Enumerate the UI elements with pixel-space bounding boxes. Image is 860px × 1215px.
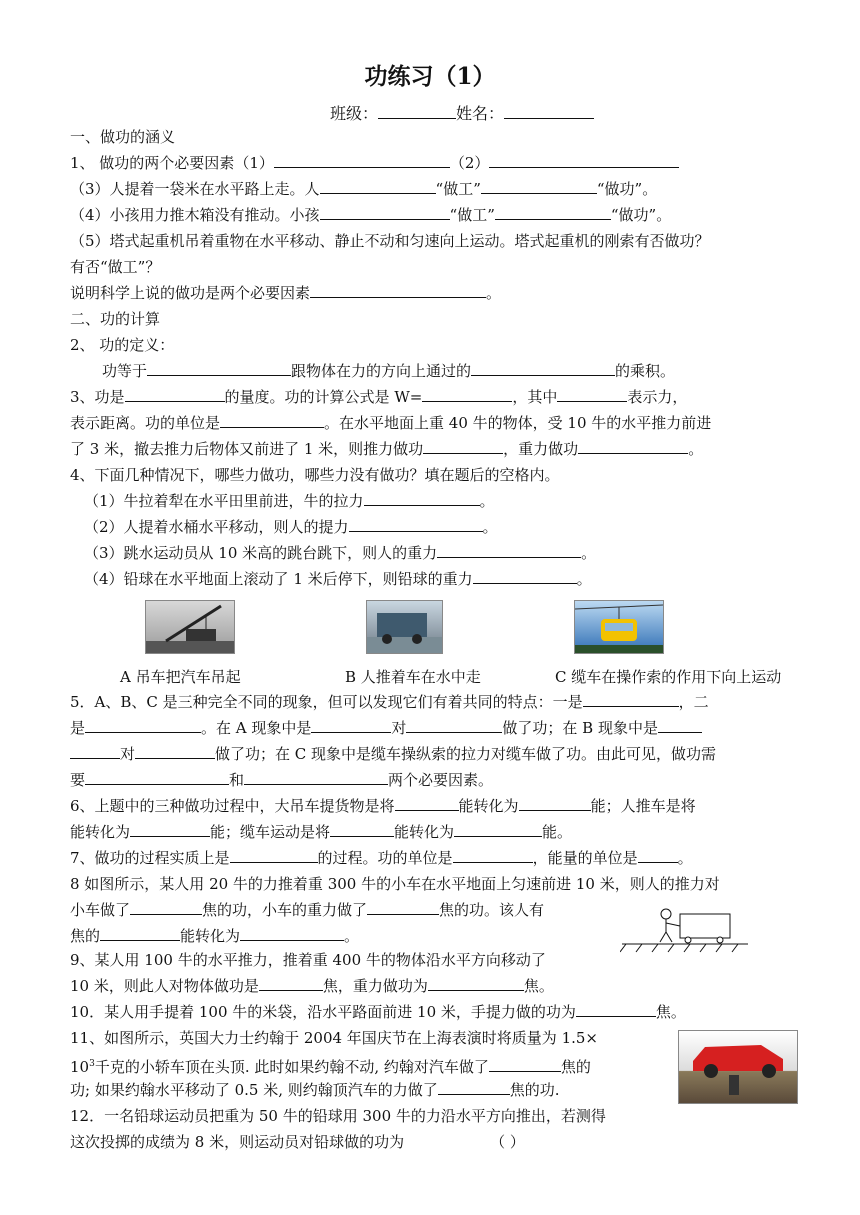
class-name-line (330, 101, 594, 124)
q11-line-3: 功; 如果约翰水平移动了 0.5 米, 则约翰顶汽车的力做了 焦的功. (70, 1081, 560, 1099)
blank[interactable] (85, 718, 201, 733)
q4-4-line: （4）铅球在水平地面上滚动了 1 米后停下，则铅球的重力 。 (84, 570, 592, 588)
blank[interactable] (423, 439, 503, 454)
blank[interactable] (330, 822, 394, 837)
q3-line-2: 表示距离。功的单位是 。在水平地面上重 40 牛的物体，受 10 牛的水平推力前进 (70, 414, 712, 432)
q4-1-line: （1）牛拉着犁在水平田里前进，牛的拉力 。 (84, 492, 495, 510)
class-label: 班级： (330, 104, 379, 123)
blank[interactable] (259, 976, 323, 991)
q8-line-2: 小车做了 焦的功，小车的重力做了 焦的功。该人有 (70, 901, 545, 919)
strongman-lifting-car-image (678, 1030, 798, 1104)
q4-2-line: （2）人提着水桶水平移动，则人的提力 。 (84, 518, 498, 536)
blank[interactable] (311, 718, 391, 733)
q12-line-2: 这次投掷的成绩为 8 米，则运动员对铅球做的功为 （ ） (70, 1133, 525, 1151)
crane-lifting-car-image (146, 601, 234, 653)
caption-a: A 吊车把汽车吊起 (120, 668, 241, 686)
blank[interactable] (583, 692, 679, 707)
blank[interactable] (471, 361, 615, 376)
blank[interactable] (453, 848, 533, 863)
q11-line-1: 11、如图所示，英国大力士约翰于 2004 年国庆节在上海表演时将质量为 1.5× (70, 1029, 598, 1047)
q6-line-1: 6、上题中的三种做功过程中，大吊车提货物是将 能转化为 能；人推车是将 (70, 797, 696, 815)
q9-line-2: 10 米，则此人对物体做功是 焦，重力做功为 焦。 (70, 977, 554, 995)
q1-line: 1、 做功的两个必要因素（1） （2） (70, 153, 679, 173)
q1-summary-line: 说明科学上说的做功是两个必要因素 。 (70, 284, 502, 302)
q5-line-3: 对 做了功；在 C 现象中是缆车操纵索的拉力对缆车做了功。由此可见，做功需 (70, 744, 716, 764)
cable-car-image (574, 600, 664, 654)
blank[interactable] (557, 387, 627, 402)
blank[interactable] (658, 718, 702, 733)
q5-line-4: 要 和 两个必要因素。 (70, 771, 494, 789)
blank[interactable] (244, 770, 388, 785)
q1-4-line: （4）小孩用力推木箱没有推动。小孩 “做工” “做功”。 (70, 206, 672, 224)
blank[interactable] (130, 822, 210, 837)
blank[interactable] (489, 153, 679, 168)
answer-bracket[interactable]: （ ） (490, 1133, 525, 1151)
blank[interactable] (349, 517, 483, 532)
blank[interactable] (320, 205, 450, 220)
blank[interactable] (473, 569, 577, 584)
blank[interactable] (274, 153, 450, 168)
blank[interactable] (481, 179, 597, 194)
blank[interactable] (125, 387, 225, 402)
blank[interactable] (519, 796, 591, 811)
blank[interactable] (147, 361, 291, 376)
q3-line-3: 了 3 米，撤去推力后物体又前进了 1 米，则推力做功 ，重力做功 。 (70, 440, 704, 458)
blank[interactable] (70, 744, 120, 759)
q12-line-1: 12．一名铅球运动员把重为 50 牛的铅球用 300 牛的力沿水平方向推出，若测得 (70, 1107, 606, 1125)
blank[interactable] (454, 822, 542, 837)
q8-line-1: 8 如图所示，某人用 20 牛的力推着重 300 牛的小车在水平地面上匀速前进 10 米，则人的推力对 (70, 875, 720, 893)
name-blank[interactable] (504, 104, 594, 119)
crane-lifting-car-image (145, 600, 235, 654)
q2-line: 2、 功的定义： (70, 336, 175, 354)
section-2-heading: 二、功的计算 (70, 310, 161, 328)
q8-line-3: 焦的 能转化为 。 (70, 927, 360, 945)
blank[interactable] (437, 543, 581, 558)
strongman-lifting-car-image (679, 1031, 797, 1103)
q1-5-line-2: 有否“做工”？ (70, 258, 161, 276)
blank[interactable] (438, 1080, 510, 1095)
person-pushing-car-in-water-image (366, 600, 443, 654)
caption-b: B 人推着车在水中走 (345, 668, 481, 686)
q6-line-2: 能转化为 能；缆车运动是将 能转化为 能。 (70, 823, 573, 841)
blank[interactable] (130, 900, 202, 915)
cable-car-image (575, 601, 663, 653)
blank[interactable] (135, 744, 215, 759)
blank[interactable] (100, 926, 180, 941)
q5-line-2: 是 。在 A 现象中是 对 做了功；在 B 现象中是 (70, 718, 702, 738)
blank[interactable] (320, 179, 436, 194)
blank[interactable] (230, 848, 318, 863)
q4-line: 4、下面几种情况下，哪些力做功，哪些力没有做功？填在题后的空格内。 (70, 466, 560, 484)
blank[interactable] (310, 283, 486, 298)
q10-line: 10．某人用手提着 100 牛的米袋，沿水平路面前进 10 米，手提力做的功为 焦。 (70, 1003, 686, 1021)
blank[interactable] (364, 491, 480, 506)
blank[interactable] (240, 926, 344, 941)
section-1-heading: 一、做功的涵义 (70, 128, 176, 146)
q5-line-1: 5．A、B、C 是三种完全不同的现象，但可以发现它们有着共同的特点：一是 ，二 (70, 693, 709, 711)
blank[interactable] (428, 976, 524, 991)
q3-line-1: 3、功是 的量度。功的计算公式是 W= ，其中 表示力， (70, 388, 688, 406)
blank[interactable] (638, 848, 678, 863)
blank[interactable] (406, 718, 502, 733)
blank[interactable] (489, 1057, 561, 1072)
person-pushing-car-in-water-image (367, 601, 442, 653)
name-label: 姓名： (456, 104, 505, 123)
q9-line-1: 9、某人用 100 牛的水平推力，推着重 400 牛的物体沿水平方向移动了 (70, 951, 546, 969)
q1-5-line: （5）塔式起重机吊着重物在水平移动、静止不动和匀速向上运动。塔式起重机的刚索有否做功？ (70, 232, 710, 250)
blank[interactable] (367, 900, 439, 915)
q2-definition-line: 功等于 跟物体在力的方向上通过的 的乘积。 (102, 362, 676, 380)
person-pushing-cart-diagram (620, 906, 750, 956)
blank[interactable] (220, 413, 324, 428)
blank[interactable] (495, 205, 611, 220)
q4-3-line: （3）跳水运动员从 10 米高的跳台跳下，则人的重力 。 (84, 544, 597, 562)
caption-c: C 缆车在操作索的作用下向上运动 (555, 668, 782, 686)
q11-line-2: $10^3$千克的小轿车顶在头顶. 此时如果约翰不动, 约翰对汽车做了 焦的 (70, 1058, 591, 1076)
blank[interactable] (576, 1002, 656, 1017)
blank[interactable] (422, 387, 512, 402)
blank[interactable] (395, 796, 459, 811)
q7-line: 7、做功的过程实质上是 的过程。功的单位是 ，能量的单位是 。 (70, 849, 693, 867)
blank[interactable] (85, 770, 229, 785)
page-title: 功练习（1） (364, 63, 496, 90)
class-blank[interactable] (378, 104, 456, 119)
blank[interactable] (578, 439, 688, 454)
q1-3-line: （3）人提着一袋米在水平路上走。人 “做工” “做功”。 (70, 180, 658, 198)
